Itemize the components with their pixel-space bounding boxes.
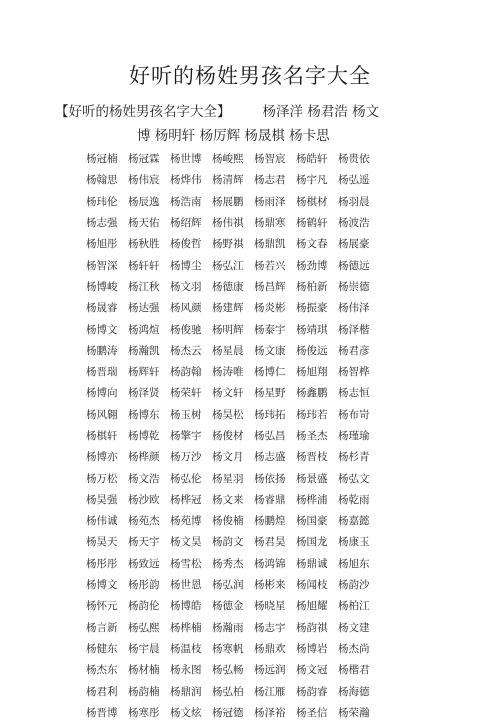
names-row [86,318,416,339]
name-entry: 杨玮拓 [254,408,286,421]
name-entry: 杨海德 [338,685,370,698]
names-row [86,489,416,510]
name-entry: 杨弘伦 [170,472,202,485]
name-entry: 杨晓星 [254,600,286,613]
names-row [86,276,416,297]
name-entry: 杨韵睿 [296,685,328,698]
name-entry: 杨杉青 [338,451,370,464]
name-entry: 杨泽楷 [338,323,370,336]
name-entry: 杨鸿锦 [254,557,286,570]
name-entry: 杨布岢 [338,408,370,421]
name-entry: 杨德康 [212,280,244,293]
name-entry: 杨博尘 [170,259,202,272]
name-entry: 杨鼎寒 [254,217,286,230]
name-entry: 杨彬来 [254,579,286,592]
name-entry: 杨永图 [170,664,202,677]
name-entry: 杨风翱 [86,408,118,421]
page-title: 好听的杨姓男孩名字大全 [129,64,371,88]
name-entry: 杨泰宇 [254,323,286,336]
name-entry: 杨文炫 [170,706,202,719]
name-entry: 杨旭东 [338,557,370,570]
name-entry: 杨寒帆 [212,642,244,655]
name-entry: 杨圣杰 [296,430,328,442]
name-entry: 杨旭耀 [296,600,328,613]
name-entry: 杨涛唯 [212,366,244,379]
name-entry: 杨鹤轩 [296,217,328,230]
name-entry: 杨君昊 [254,536,286,549]
name-entry: 杨秀杰 [212,557,244,570]
name-entry: 杨远润 [254,664,286,677]
name-entry: 杨柏新 [296,280,328,293]
name-entry: 杨晋枝 [296,451,328,464]
name-entry: 杨晋瑞 [86,366,118,379]
name-entry: 杨智桦 [338,366,370,379]
name-entry: 杨文康 [254,344,286,357]
name-entry: 杨江秋 [128,280,160,293]
names-row [86,148,416,169]
name-entry: 杨晟睿 [86,302,118,315]
name-entry: 杨玉树 [170,408,202,421]
name-entry: 杨君彦 [338,344,370,357]
names-row [86,169,416,190]
name-entry: 杨文建 [338,621,370,634]
name-entry: 杨国豪 [296,515,328,528]
name-entry: 杨波浩 [338,217,370,230]
name-entry: 杨伟诚 [86,515,118,528]
name-entry: 杨志恒 [338,387,370,400]
name-entry: 杨材楠 [128,664,160,677]
name-entry: 杨天宇 [128,536,160,549]
name-entry: 杨弘文 [338,472,370,485]
name-entry: 杨炎彬 [254,302,286,315]
name-entry: 杨星羽 [212,472,244,485]
name-entry: 杨韵文 [212,536,244,549]
name-entry: 杨弘润 [212,579,244,592]
name-entry: 杨烨伟 [170,174,202,187]
name-entry: 杨苑博 [170,515,202,528]
name-entry: 杨振豪 [296,302,328,315]
name-entry: 杨辰逸 [128,195,160,208]
name-entry: 杨星晨 [212,344,244,357]
name-entry: 杨韵祺 [296,621,328,634]
name-entry: 杨博皓 [170,600,202,613]
name-entry: 杨智宸 [254,153,286,166]
name-entry: 杨嘉懿 [338,515,370,528]
name-entry: 杨楷君 [338,664,370,677]
name-entry: 杨昌辉 [254,280,286,293]
name-entry: 杨彤彤 [86,557,118,570]
name-entry: 杨弘遥 [338,174,370,187]
names-row [86,191,416,212]
name-entry: 杨志君 [254,174,286,187]
name-entry: 杨温枝 [170,642,202,655]
name-entry: 杨文昊 [170,536,202,549]
name-entry: 杨昊松 [212,408,244,421]
name-entry: 杨闻枝 [296,579,328,592]
name-entry: 杨昊强 [86,493,118,506]
name-entry: 杨万松 [86,472,118,485]
name-entry: 杨依扬 [254,472,286,485]
name-entry: 杨杰东 [86,664,118,677]
names-row [86,617,416,638]
name-entry: 杨韵伦 [128,600,160,613]
name-entry: 杨沙欧 [128,493,160,506]
name-entry: 杨瑾瑜 [338,430,370,442]
name-entry: 杨玮若 [296,408,328,421]
name-entry: 杨志宇 [254,621,286,634]
name-entry: 杨羽晨 [338,195,370,208]
names-row [86,254,416,275]
name-entry: 杨景盛 [296,472,328,485]
name-entry: 杨清辉 [212,174,244,187]
name-entry: 杨绍辉 [170,217,202,230]
name-entry: 杨言新 [86,621,118,634]
name-entry: 杨苑杰 [128,515,160,528]
name-entry: 杨文春 [296,238,328,251]
name-entry: 杨雨泽 [254,195,286,208]
name-entry: 杨雪松 [170,557,202,570]
name-entry: 杨伟祺 [212,217,244,230]
name-entry: 杨建辉 [212,302,244,315]
name-entry: 杨万沙 [170,451,202,464]
name-entry: 杨晋博 [86,706,118,719]
name-entry: 杨健东 [86,642,118,655]
name-entry: 杨江雁 [254,685,286,698]
name-entry: 杨博向 [86,387,118,400]
name-entry: 杨擎宇 [170,430,202,442]
name-entry: 杨弘昌 [254,430,286,442]
name-entry: 杨伟泽 [338,302,370,315]
name-entry: 杨皓轩 [296,153,328,166]
names-row [86,680,416,701]
name-entry: 杨星野 [254,387,286,400]
name-entry: 杨文浩 [128,472,160,485]
intro-line-1 [55,100,455,124]
name-entry: 杨冠霖 [128,153,160,166]
name-entry: 杨圣信 [296,706,328,719]
name-entry: 杨泽贤 [128,387,160,400]
name-entry: 杨弘畅 [212,664,244,677]
name-entry: 杨辉轩 [128,366,160,379]
name-entry: 杨鼎润 [170,685,202,698]
names-row [86,574,416,595]
name-entry: 杨达强 [128,302,160,315]
name-entry: 杨荣轩 [170,387,202,400]
names-row [86,659,416,680]
name-entry: 杨俊哲 [170,238,202,251]
name-entry: 杨鑫鹏 [296,387,328,400]
name-entry: 杨俊驰 [170,323,202,336]
name-entry: 杨俊远 [296,344,328,357]
name-entry: 杨德金 [212,600,244,613]
name-entry: 杨峻熙 [212,153,244,166]
name-entry: 杨寒彤 [128,706,160,719]
name-entry: 杨博岩 [296,642,328,655]
name-entry: 杨弘江 [212,259,244,272]
name-entry: 杨野祺 [212,238,244,251]
name-entry: 杨志盛 [254,451,286,464]
name-entry: 杨浩南 [170,195,202,208]
names-row [86,510,416,531]
name-entry: 杨明辉 [212,323,244,336]
names-row [86,340,416,361]
name-entry: 杨玮伦 [86,195,118,208]
name-entry: 杨桦颜 [128,451,160,464]
name-entry: 杨桦楠 [170,621,202,634]
name-entry: 杨鹏煌 [254,515,286,528]
name-entry: 杨康玉 [338,536,370,549]
names-row [86,425,416,446]
names-row [86,361,416,382]
name-entry: 杨博仁 [254,366,286,379]
name-entry: 杨旭彤 [86,238,118,251]
name-entry: 杨杰云 [170,344,202,357]
name-entry: 杨杰尚 [338,642,370,655]
name-entry: 杨桦浦 [296,493,328,506]
name-entry: 杨韵翰 [170,366,202,379]
name-entry: 杨俊材 [212,430,244,442]
name-entry: 杨旭翔 [296,366,328,379]
name-entry: 杨瀚雨 [212,621,244,634]
name-entry: 杨国龙 [296,536,328,549]
name-entry: 杨韵沙 [338,579,370,592]
name-entry: 杨睿鼎 [254,493,286,506]
name-entry: 杨博亦 [86,451,118,464]
intro-names-1: 杨泽洋 杨君浩 杨文 [262,104,380,120]
name-entry: 杨文羽 [170,280,202,293]
intro-paragraph [55,100,455,148]
names-row [86,553,416,574]
name-entry: 杨文冠 [296,664,328,677]
names-row [86,404,416,425]
names-row [86,233,416,254]
name-entry: 杨贵依 [338,153,370,166]
name-entry: 杨展豪 [338,238,370,251]
name-entry: 杨文来 [212,493,244,506]
name-entry: 杨文月 [212,451,244,464]
name-entry: 杨昊天 [86,536,118,549]
name-entry: 杨鸿煊 [128,323,160,336]
name-entry: 杨靖琪 [296,323,328,336]
name-entry: 杨博东 [128,408,160,421]
name-entry: 杨博峻 [86,280,118,293]
name-entry: 杨怀元 [86,600,118,613]
name-entry: 杨天佑 [128,217,160,230]
name-entry: 杨博文 [86,579,118,592]
name-entry: 杨鼎凯 [254,238,286,251]
name-entry: 杨若兴 [254,259,286,272]
name-entry: 杨崇德 [338,280,370,293]
names-row [86,297,416,318]
name-entry: 杨德远 [338,259,370,272]
intro-line-2: 博 杨明轩 杨厉辉 杨晟棋 杨卡思 [137,128,330,144]
names-row [86,382,416,403]
names-row [86,446,416,467]
names-row [86,212,416,233]
name-entry: 杨世博 [170,153,202,166]
name-entry: 杨伟宸 [128,174,160,187]
name-entry: 杨乾雨 [338,493,370,506]
name-entry: 杨智深 [86,259,118,272]
name-entry: 杨桦冠 [170,493,202,506]
name-entry: 杨瀚凯 [128,344,160,357]
name-entry: 杨鹏涛 [86,344,118,357]
name-entry: 杨风颜 [170,302,202,315]
name-entry: 杨志强 [86,217,118,230]
names-row [86,638,416,659]
name-entry: 杨弘熙 [128,621,160,634]
names-grid [86,148,416,723]
name-entry: 杨荣瀚 [338,706,370,719]
names-row [86,467,416,488]
names-row [86,702,416,723]
name-entry: 杨轩轩 [128,259,160,272]
name-entry: 杨秋胜 [128,238,160,251]
name-entry: 杨弘柏 [212,685,244,698]
name-entry: 杨冠德 [212,706,244,719]
names-row [86,595,416,616]
name-entry: 杨冠楠 [86,153,118,166]
name-entry: 杨彤韵 [128,579,160,592]
name-entry: 杨宇凡 [296,174,328,187]
name-entry: 杨俊楠 [212,515,244,528]
name-entry: 杨泽裕 [254,706,286,719]
name-entry: 杨棋材 [296,195,328,208]
name-entry: 杨世恩 [170,579,202,592]
intro-heading: 【好听的杨姓男孩名字大全】 [55,104,231,120]
name-entry: 杨致远 [128,557,160,570]
name-entry: 杨博文 [86,323,118,336]
name-entry: 杨棋轩 [86,430,118,442]
names-row [86,531,416,552]
name-entry: 杨文轩 [212,387,244,400]
name-entry: 杨鼎欢 [254,642,286,655]
name-entry: 杨博乾 [128,430,160,442]
name-entry: 杨展鹏 [212,195,244,208]
name-entry: 杨韵楠 [128,685,160,698]
name-entry: 杨君利 [86,685,118,698]
name-entry: 杨劲博 [296,259,328,272]
name-entry: 杨柏江 [338,600,370,613]
name-entry: 杨翰思 [86,174,118,187]
name-entry: 杨宇晨 [128,642,160,655]
name-entry: 杨鼎诚 [296,557,328,570]
